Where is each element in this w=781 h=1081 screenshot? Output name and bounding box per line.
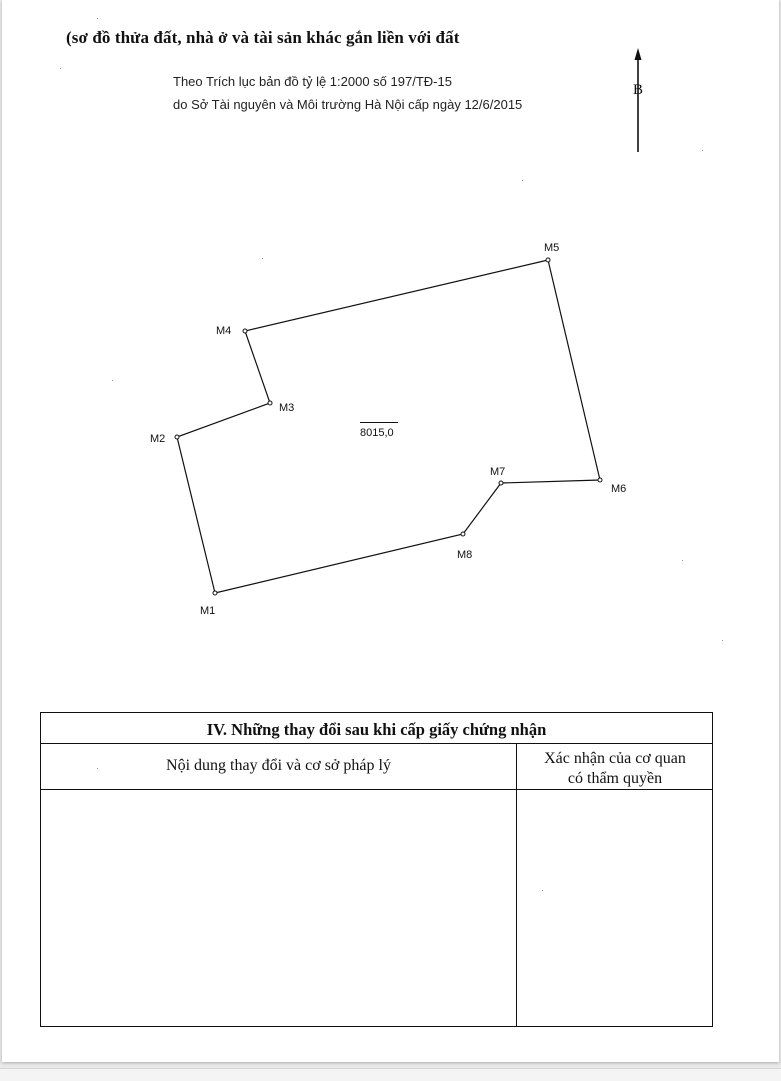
header-row-divider (41, 789, 712, 790)
point-label-m3: M3 (279, 402, 295, 414)
vertex-m7 (499, 481, 503, 485)
scan-speck (722, 640, 723, 641)
scan-speck (702, 150, 703, 151)
parcel-area: 8015,0 (360, 427, 394, 439)
point-label-m6: M6 (611, 483, 627, 495)
north-label: B (633, 82, 644, 98)
vertex-m2 (175, 435, 179, 439)
point-label-m5: M5 (544, 242, 560, 254)
column-header-confirmation (517, 744, 713, 789)
document-page (2, 0, 779, 1062)
scan-speck (542, 890, 543, 891)
area-divider (360, 422, 398, 423)
changes-table (40, 712, 713, 1027)
scan-speck (97, 768, 98, 769)
point-label-m4: M4 (216, 325, 232, 337)
vertex-m1 (213, 591, 217, 595)
vertex-m3 (268, 401, 272, 405)
source-line-2: do Sở Tài nguyên và Môi trường Hà Nội cấp ngày 12/6/2015 (173, 97, 523, 112)
scan-speck (522, 180, 523, 181)
parcel-diagram (2, 0, 781, 700)
vertex-m4 (243, 329, 247, 333)
point-label-m7: M7 (490, 466, 506, 478)
page-bottom-edge (0, 1068, 781, 1081)
vertex-m8 (461, 532, 465, 536)
column-header-changes: Nội dung thay đổi và cơ sở pháp lý (166, 757, 391, 774)
scan-speck (112, 380, 113, 381)
scan-speck (262, 258, 263, 259)
scan-speck (682, 560, 683, 561)
vertex-m5 (546, 258, 550, 262)
scan-speck (60, 68, 61, 69)
source-line-1: Theo Trích lục bản đồ tỷ lệ 1:2000 số 197/TĐ-15 (173, 74, 452, 89)
column-header-confirmation-line-1: Xác nhận của cơ quan (544, 750, 686, 767)
column-divider (516, 744, 517, 1026)
document-title: (sơ đồ thửa đất, nhà ở và tài sản khác gắn liền với đất (66, 28, 460, 47)
vertex-m6 (598, 478, 602, 482)
scan-speck (97, 18, 98, 19)
point-label-m2: M2 (150, 433, 166, 445)
column-header-confirmation-line-2: có thẩm quyền (567, 770, 663, 787)
point-label-m1: M1 (200, 605, 216, 617)
table-title: IV. Những thay đổi sau khi cấp giấy chứng nhận (41, 713, 712, 744)
point-label-m8: M8 (457, 549, 473, 561)
